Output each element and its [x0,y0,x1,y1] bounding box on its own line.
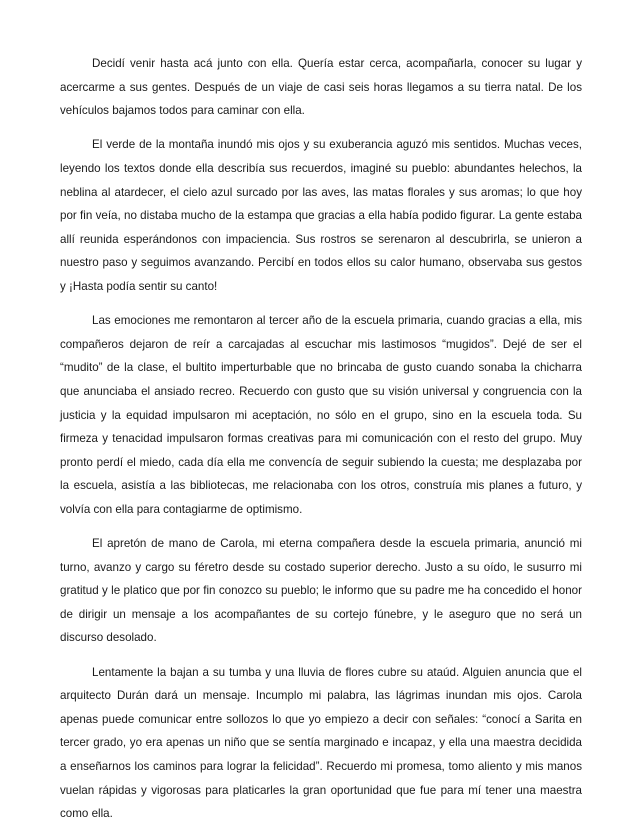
paragraph-3: Las emociones me remontaron al tercer año de la escuela primaria, cuando gracias a ella, mis compañeros dejaron de reír a carcajadas al escuchar mis lastimosos “mugidos”. Dejé de ser el “mudito” de la clase, el bultito imperturbable que no brincaba de gusto cuando sonaba la chicharra que anunciaba el ansiado recreo. Recuerdo con gusto que su visión universal y congruencia con la justicia y la equidad impulsaron mi aceptación, no sólo en el grupo, sino en la escuela toda. Su firmeza y tenacidad impulsaron formas creativas para mi comunicación con el resto del grupo. Muy pronto perdí el miedo, cada día ella me convencía de seguir subiendo la cuesta; me desplazaba por la escuela, asistía a las bibliotecas, me relacionaba con los otros, construía mis planes a futuro, y volvía con ella para contagiarme de optimismo. [60,314,582,516]
paragraph-2: El verde de la montaña inundó mis ojos y su exuberancia aguzó mis sentidos. Muchas veces, leyendo los textos donde ella describía sus recuerdos, imaginé su pueblo: abundantes helechos, la neblina al atardecer, el cielo azul surcado por las aves, las matas florales y sus aromas; lo que hoy por fin veía, no distaba mucho de la estampa que gracias a ella había podido figurar. La gente estaba allí reunida esperándonos con impaciencia. Sus rostros se serenaron al descubrirla, se unieron a nuestro paso y seguimos avanzando. Percibí en todos ellos su calor humano, observaba sus gestos y ¡Hasta podía sentir su canto! [60,138,582,293]
document-page [60,52,582,836]
paragraph-1: Decidí venir hasta acá junto con ella. Quería estar cerca, acompañarla, conocer su lugar y acercarme a sus gentes. Después de un viaje de casi seis horas llegamos a su tierra natal. De los vehículos bajamos todos para caminar con ella. [60,57,582,118]
paragraph-4: El apretón de mano de Carola, mi eterna compañera desde la escuela primaria, anunció mi turno, avanzo y cargo su féretro desde su costado superior derecho. Justo a su oído, le susurro mi gratitud y le platico que por fin conozco su pueblo; le informo que su padre me ha concedido el honor de dirigir un mensaje a los acompañantes de su cortejo fúnebre, y le aseguro que no será un discurso desolado. [60,537,582,645]
paragraph-5: Lentamente la bajan a su tumba y una lluvia de flores cubre su ataúd. Alguien anuncia que el arquitecto Durán dará un mensaje. Incumplo mi palabra, las lágrimas inundan mis ojos. Carola apenas puede comunicar entre sollozos lo que yo empiezo a decir con señales: “conocí a Sarita en tercer grado, yo era apenas un niño que se sentía marginado e incapaz, y ella una maestra decidida a enseñarnos los caminos para lograr la felicidad”. Recuerdo mi promesa, tomo aliento y mis manos vuelan rápidas y vigorosas para platicarles la gran oportunidad que fue para mí tener una maestra como ella. [60,665,582,821]
